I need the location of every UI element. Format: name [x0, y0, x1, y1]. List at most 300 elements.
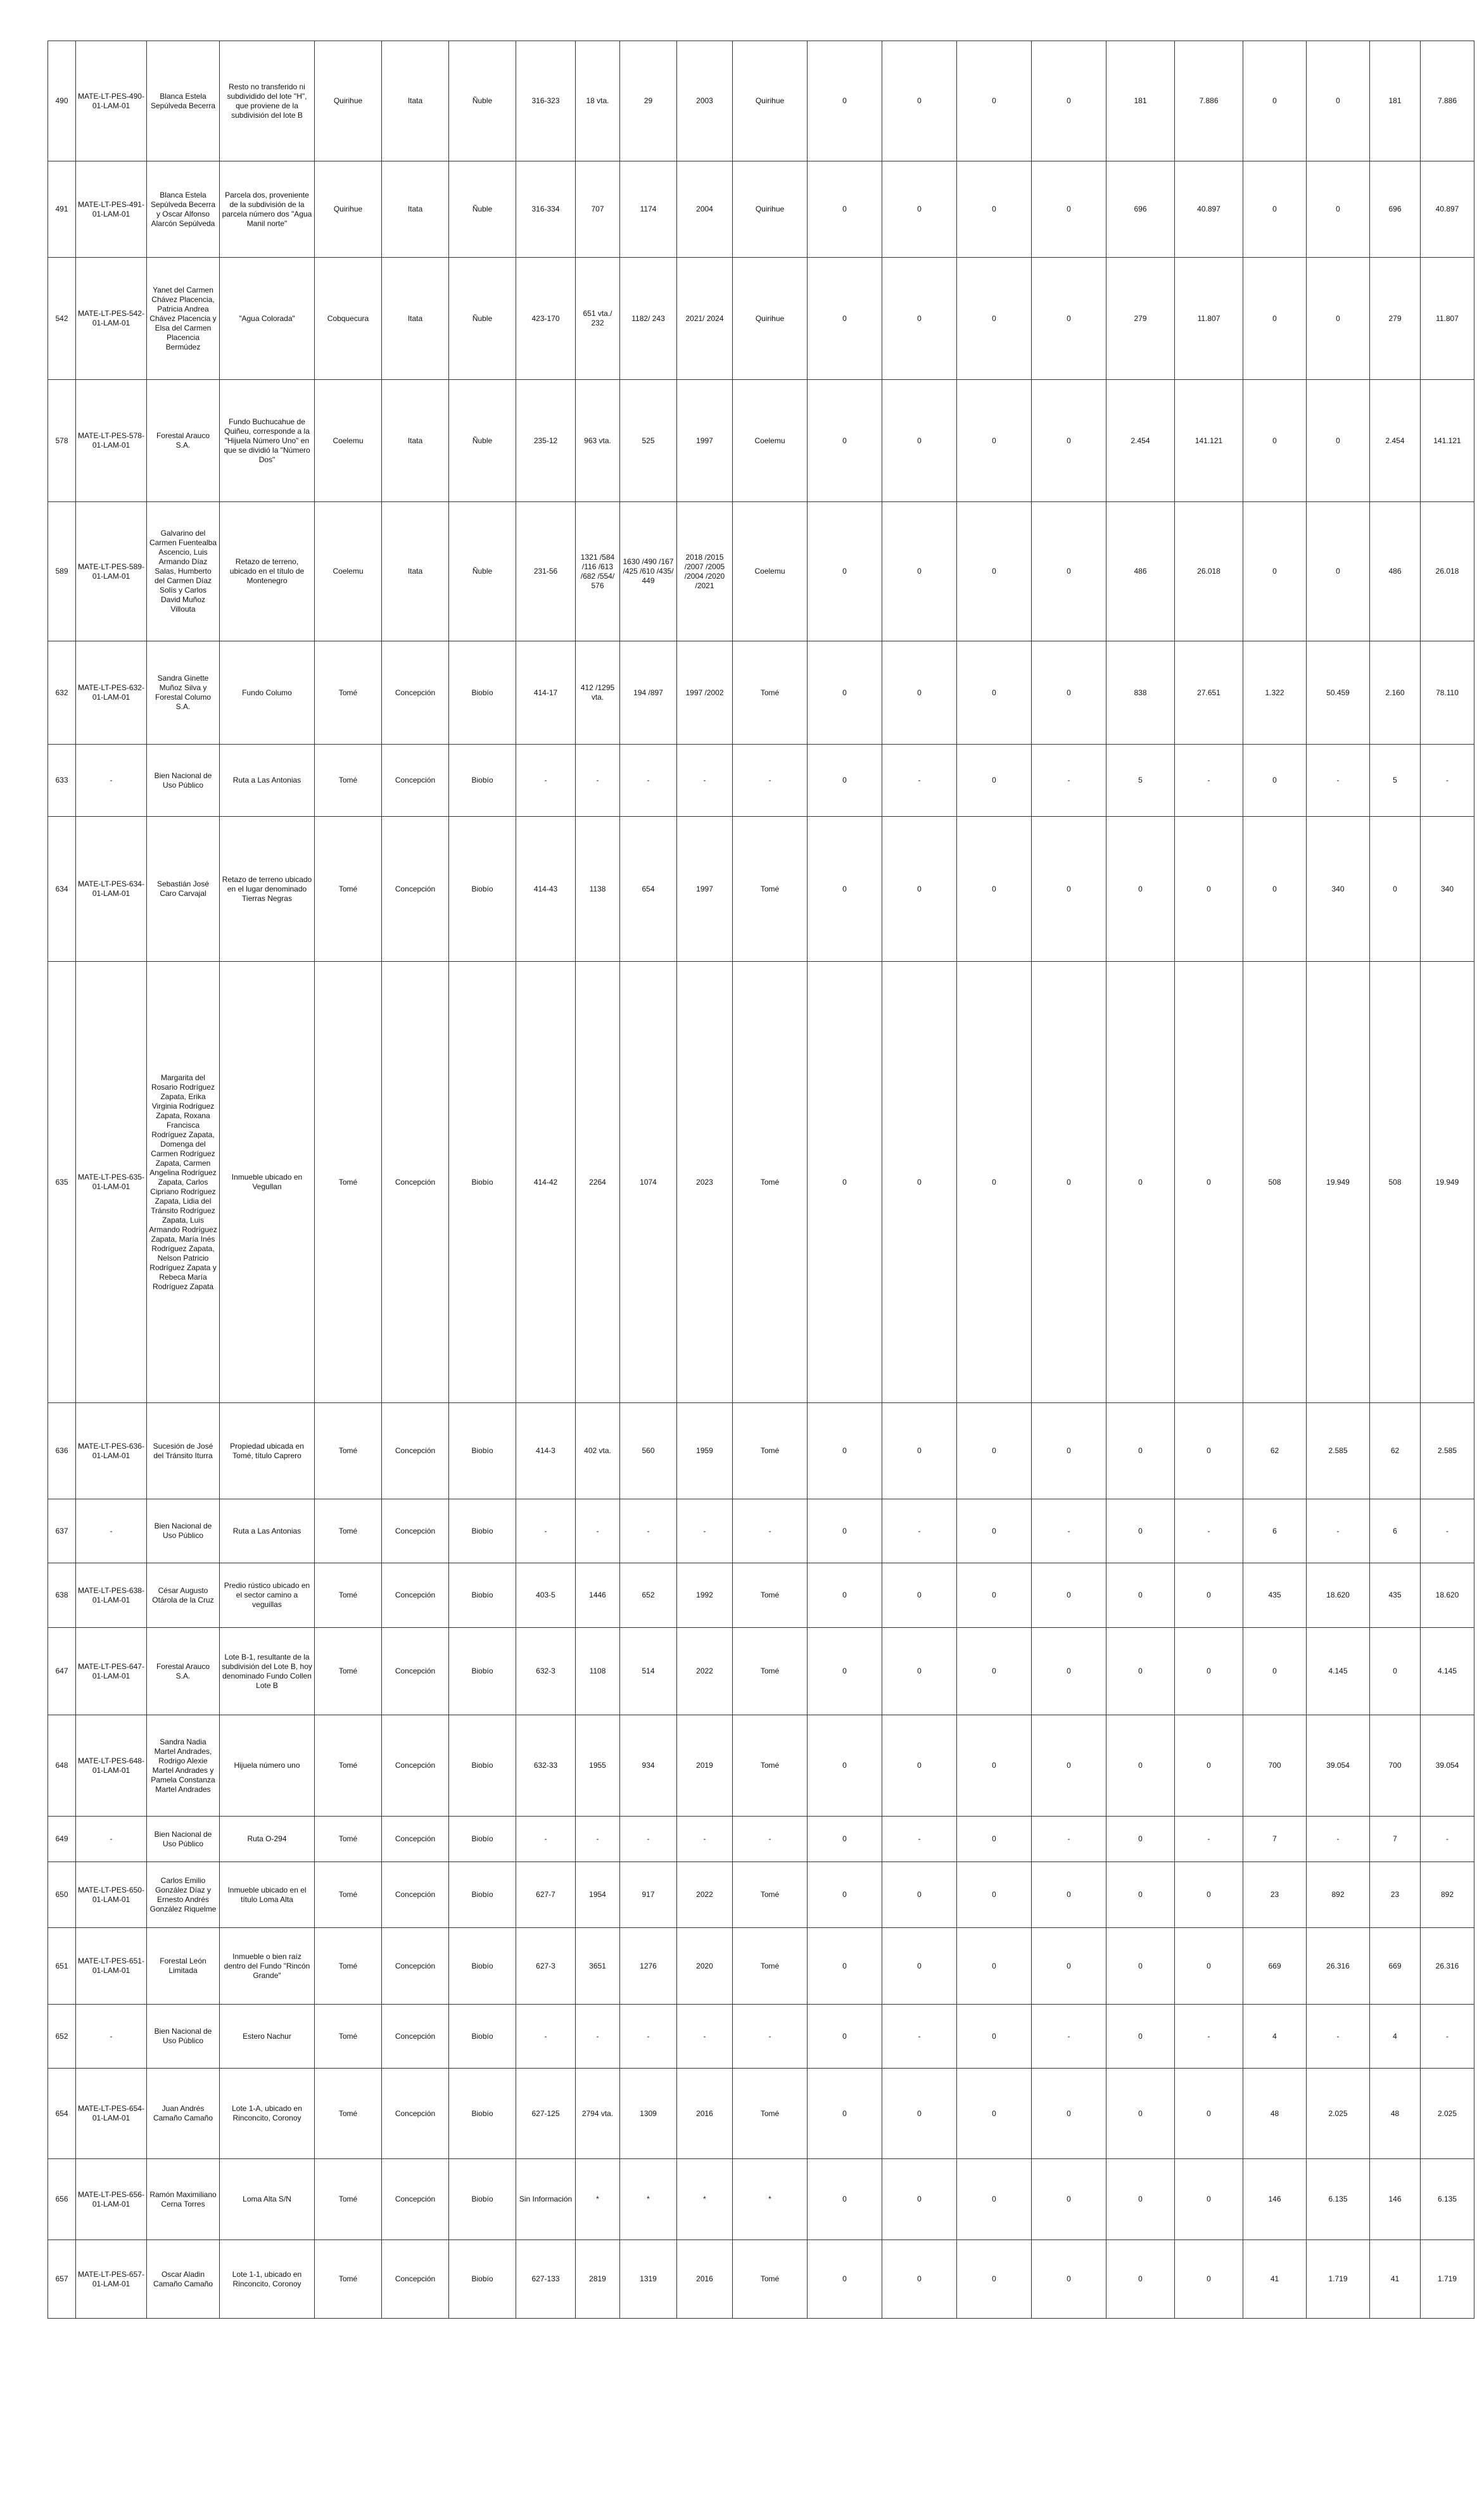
value-b1-cell: 0 [957, 2159, 1032, 2240]
commune-cell: Tomé [315, 817, 382, 962]
value-d2-cell: 0 [1307, 502, 1370, 641]
number-cell: 560 [620, 1403, 677, 1499]
year-cell: 2016 [677, 2069, 733, 2159]
value-a2-cell: 0 [882, 1928, 957, 2005]
year-cell: - [677, 2005, 733, 2069]
value-d1-cell: 0 [1243, 258, 1307, 380]
value-d2-cell: 18.620 [1307, 1563, 1370, 1628]
number-cell: 654 [620, 817, 677, 962]
property-description-cell: Resto no transferido ni subdividido del lote "H", que proviene de la subdivisión del lote B [220, 41, 315, 161]
total-area-cell: - [1421, 745, 1474, 817]
value-d2-cell: - [1307, 745, 1370, 817]
value-b2-cell: 0 [1032, 817, 1106, 962]
value-c1-cell: 181 [1106, 41, 1175, 161]
tax-role-cell: 423-170 [516, 258, 576, 380]
tax-role-cell: 235-12 [516, 380, 576, 502]
value-b2-cell: 0 [1032, 1862, 1106, 1928]
foja-cell: 402 vta. [576, 1403, 620, 1499]
number-cell: 917 [620, 1862, 677, 1928]
value-a1-cell: 0 [808, 2240, 882, 2319]
commune-cell: Tomé [315, 1563, 382, 1628]
row-id-cell: 654 [48, 2069, 76, 2159]
province-cell: Concepción [382, 962, 449, 1403]
property-table [48, 41, 1474, 2319]
value-d2-cell: 19.949 [1307, 962, 1370, 1403]
commune-cell: Coelemu [315, 380, 382, 502]
property-description-cell: Lote 1-A, ubicado en Rinconcito, Coronoy [220, 2069, 315, 2159]
owner-name-cell: Sandra Nadia Martel Andrades, Rodrigo Alexie Martel Andrades y Pamela Constanza Martel Andrades [147, 1715, 220, 1817]
value-c1-cell: 2.454 [1106, 380, 1175, 502]
value-b1-cell: 0 [957, 2240, 1032, 2319]
value-d1-cell: 0 [1243, 161, 1307, 258]
number-cell: - [620, 1817, 677, 1862]
foja-cell: - [576, 745, 620, 817]
province-cell: Concepción [382, 817, 449, 962]
value-d1-cell: 0 [1243, 380, 1307, 502]
number-cell: 934 [620, 1715, 677, 1817]
region-cell: Biobío [449, 2240, 516, 2319]
value-b1-cell: 0 [957, 817, 1032, 962]
property-code-cell: MATE-LT-PES-648-01-LAM-01 [76, 1715, 147, 1817]
year-cell: - [677, 1817, 733, 1862]
total-count-cell: 435 [1370, 1563, 1421, 1628]
value-b1-cell: 0 [957, 1862, 1032, 1928]
table-row [48, 1862, 1474, 1928]
commune-cell: Tomé [315, 2005, 382, 2069]
value-d1-cell: 4 [1243, 2005, 1307, 2069]
commune-cell: Tomé [315, 745, 382, 817]
value-c2-cell: 11.807 [1175, 258, 1243, 380]
province-cell: Itata [382, 502, 449, 641]
total-count-cell: 23 [1370, 1862, 1421, 1928]
region-cell: Biobío [449, 1628, 516, 1715]
value-a1-cell: 0 [808, 1403, 882, 1499]
property-code-cell: MATE-LT-PES-636-01-LAM-01 [76, 1403, 147, 1499]
conservator-cell: Quirihue [733, 41, 808, 161]
value-c1-cell: 0 [1106, 1628, 1175, 1715]
total-count-cell: 6 [1370, 1499, 1421, 1563]
value-d2-cell: 2.585 [1307, 1403, 1370, 1499]
year-cell: 2021/ 2024 [677, 258, 733, 380]
row-id-cell: 491 [48, 161, 76, 258]
tax-role-cell: 316-334 [516, 161, 576, 258]
value-d2-cell: 50.459 [1307, 641, 1370, 745]
value-d1-cell: 146 [1243, 2159, 1307, 2240]
value-a2-cell: 0 [882, 1715, 957, 1817]
value-c1-cell: 0 [1106, 1928, 1175, 2005]
value-d1-cell: 700 [1243, 1715, 1307, 1817]
conservator-cell: Coelemu [733, 502, 808, 641]
owner-name-cell: Sebastián José Caro Carvajal [147, 817, 220, 962]
table-row [48, 1403, 1474, 1499]
total-count-cell: 669 [1370, 1928, 1421, 2005]
province-cell: Concepción [382, 1628, 449, 1715]
value-b1-cell: 0 [957, 258, 1032, 380]
value-c2-cell: 0 [1175, 1928, 1243, 2005]
total-area-cell: 78.110 [1421, 641, 1474, 745]
total-area-cell: 7.886 [1421, 41, 1474, 161]
property-description-cell: Inmueble ubicado en Vegullan [220, 962, 315, 1403]
value-d2-cell: - [1307, 1499, 1370, 1563]
table-row [48, 1715, 1474, 1817]
conservator-cell: Coelemu [733, 380, 808, 502]
value-c1-cell: 838 [1106, 641, 1175, 745]
value-b1-cell: 0 [957, 1403, 1032, 1499]
region-cell: Biobío [449, 962, 516, 1403]
owner-name-cell: Carlos Emilio González Díaz y Ernesto Andrés González Riquelme [147, 1862, 220, 1928]
value-d2-cell: 0 [1307, 380, 1370, 502]
property-code-cell: MATE-LT-PES-490-01-LAM-01 [76, 41, 147, 161]
row-id-cell: 649 [48, 1817, 76, 1862]
value-b1-cell: 0 [957, 1628, 1032, 1715]
province-cell: Itata [382, 380, 449, 502]
value-a1-cell: 0 [808, 1499, 882, 1563]
value-b1-cell: 0 [957, 745, 1032, 817]
total-area-cell: 26.316 [1421, 1928, 1474, 2005]
value-d1-cell: 48 [1243, 2069, 1307, 2159]
total-count-cell: 48 [1370, 2069, 1421, 2159]
value-d1-cell: 0 [1243, 502, 1307, 641]
table-row [48, 962, 1474, 1403]
number-cell: 652 [620, 1563, 677, 1628]
tax-role-cell: 414-43 [516, 817, 576, 962]
foja-cell: 963 vta. [576, 380, 620, 502]
table-row [48, 502, 1474, 641]
tax-role-cell: 231-56 [516, 502, 576, 641]
row-id-cell: 638 [48, 1563, 76, 1628]
owner-name-cell: Forestal Arauco S.A. [147, 1628, 220, 1715]
owner-name-cell: Sucesión de José del Tránsito Iturra [147, 1403, 220, 1499]
value-c2-cell: 0 [1175, 817, 1243, 962]
value-b1-cell: 0 [957, 1499, 1032, 1563]
region-cell: Biobío [449, 1563, 516, 1628]
conservator-cell: Tomé [733, 2240, 808, 2319]
value-d2-cell: - [1307, 2005, 1370, 2069]
property-code-cell: MATE-LT-PES-542-01-LAM-01 [76, 258, 147, 380]
value-b2-cell: 0 [1032, 1628, 1106, 1715]
owner-name-cell: Bien Nacional de Uso Público [147, 1817, 220, 1862]
total-count-cell: 4 [1370, 2005, 1421, 2069]
row-id-cell: 657 [48, 2240, 76, 2319]
total-count-cell: 5 [1370, 745, 1421, 817]
tax-role-cell: - [516, 2005, 576, 2069]
number-cell: - [620, 1499, 677, 1563]
value-a1-cell: 0 [808, 962, 882, 1403]
province-cell: Concepción [382, 2240, 449, 2319]
year-cell: 1992 [677, 1563, 733, 1628]
value-d1-cell: 7 [1243, 1817, 1307, 1862]
table-row [48, 1628, 1474, 1715]
property-description-cell: Lote B-1, resultante de la subdivisión del Lote B, hoy denominado Fundo Collen Lote B [220, 1628, 315, 1715]
foja-cell: 1955 [576, 1715, 620, 1817]
foja-cell: 651 vta./ 232 [576, 258, 620, 380]
property-code-cell: MATE-LT-PES-632-01-LAM-01 [76, 641, 147, 745]
value-b2-cell: 0 [1032, 641, 1106, 745]
property-description-cell: Inmueble ubicado en el título Loma Alta [220, 1862, 315, 1928]
total-area-cell: 11.807 [1421, 258, 1474, 380]
total-count-cell: 146 [1370, 2159, 1421, 2240]
value-d1-cell: 6 [1243, 1499, 1307, 1563]
region-cell: Biobío [449, 1928, 516, 2005]
total-area-cell: 18.620 [1421, 1563, 1474, 1628]
foja-cell: 1108 [576, 1628, 620, 1715]
value-d1-cell: 62 [1243, 1403, 1307, 1499]
value-c1-cell: 0 [1106, 817, 1175, 962]
value-c2-cell: 40.897 [1175, 161, 1243, 258]
row-id-cell: 634 [48, 817, 76, 962]
total-count-cell: 0 [1370, 1628, 1421, 1715]
value-b2-cell: - [1032, 1817, 1106, 1862]
total-area-cell: 40.897 [1421, 161, 1474, 258]
value-d1-cell: 0 [1243, 41, 1307, 161]
commune-cell: Tomé [315, 1403, 382, 1499]
region-cell: Biobío [449, 2005, 516, 2069]
value-c1-cell: 0 [1106, 2005, 1175, 2069]
foja-cell: - [576, 2005, 620, 2069]
row-id-cell: 656 [48, 2159, 76, 2240]
value-c1-cell: 0 [1106, 962, 1175, 1403]
tax-role-cell: - [516, 745, 576, 817]
foja-cell: 1954 [576, 1862, 620, 1928]
total-count-cell: 41 [1370, 2240, 1421, 2319]
row-id-cell: 633 [48, 745, 76, 817]
value-d2-cell: - [1307, 1817, 1370, 1862]
conservator-cell: Tomé [733, 1628, 808, 1715]
value-a2-cell: - [882, 2005, 957, 2069]
value-c2-cell: - [1175, 745, 1243, 817]
property-description-cell: Ruta a Las Antonias [220, 1499, 315, 1563]
value-c1-cell: 0 [1106, 1862, 1175, 1928]
property-code-cell: - [76, 745, 147, 817]
value-a2-cell: 0 [882, 1628, 957, 1715]
value-d1-cell: 1.322 [1243, 641, 1307, 745]
value-c2-cell: 0 [1175, 962, 1243, 1403]
value-d2-cell: 6.135 [1307, 2159, 1370, 2240]
conservator-cell: Tomé [733, 962, 808, 1403]
foja-cell: 707 [576, 161, 620, 258]
total-area-cell: 6.135 [1421, 2159, 1474, 2240]
value-b1-cell: 0 [957, 962, 1032, 1403]
tax-role-cell: Sin Información [516, 2159, 576, 2240]
conservator-cell: Tomé [733, 1715, 808, 1817]
value-a1-cell: 0 [808, 2005, 882, 2069]
province-cell: Concepción [382, 2069, 449, 2159]
total-area-cell: - [1421, 2005, 1474, 2069]
foja-cell: 1138 [576, 817, 620, 962]
year-cell: 2004 [677, 161, 733, 258]
property-code-cell: MATE-LT-PES-638-01-LAM-01 [76, 1563, 147, 1628]
property-description-cell: Ruta a Las Antonias [220, 745, 315, 817]
property-description-cell: Inmueble o bien raíz dentro del Fundo "Rincón Grande" [220, 1928, 315, 2005]
value-a1-cell: 0 [808, 1715, 882, 1817]
value-c2-cell: 26.018 [1175, 502, 1243, 641]
number-cell: 194 /897 [620, 641, 677, 745]
table-row [48, 1499, 1474, 1563]
table-row [48, 641, 1474, 745]
tax-role-cell: 627-3 [516, 1928, 576, 2005]
value-d1-cell: 0 [1243, 745, 1307, 817]
tax-role-cell: 414-42 [516, 962, 576, 1403]
value-a2-cell: 0 [882, 1403, 957, 1499]
province-cell: Itata [382, 258, 449, 380]
foja-cell: 18 vta. [576, 41, 620, 161]
value-c1-cell: 279 [1106, 258, 1175, 380]
value-a2-cell: 0 [882, 641, 957, 745]
value-b2-cell: 0 [1032, 2240, 1106, 2319]
owner-name-cell: Bien Nacional de Uso Público [147, 745, 220, 817]
row-id-cell: 651 [48, 1928, 76, 2005]
owner-name-cell: Margarita del Rosario Rodríguez Zapata, Erika Virginia Rodríguez Zapata, Roxana Francisca Rodríguez Zapata, Domenga del Carmen Rodríguez Zapata, Carmen Angelina Rodríguez Zapata, Carlos Cipriano Rodríguez Zapata, Lidia del Tránsito Rodríguez Zapata, Luis Armando Rodríguez Zapata, María Inés Rodríguez Zapata, Nelson Patricio Rodríguez Zapata y Rebeca María Rodríguez Zapata [147, 962, 220, 1403]
value-a2-cell: 0 [882, 1563, 957, 1628]
year-cell: 2022 [677, 1862, 733, 1928]
value-a1-cell: 0 [808, 641, 882, 745]
value-a1-cell: 0 [808, 258, 882, 380]
table-row [48, 745, 1474, 817]
region-cell: Ñuble [449, 41, 516, 161]
value-b1-cell: 0 [957, 161, 1032, 258]
value-d2-cell: 892 [1307, 1862, 1370, 1928]
region-cell: Ñuble [449, 258, 516, 380]
value-c1-cell: 0 [1106, 2240, 1175, 2319]
total-count-cell: 0 [1370, 817, 1421, 962]
value-a1-cell: 0 [808, 161, 882, 258]
value-d2-cell: 39.054 [1307, 1715, 1370, 1817]
year-cell: 2020 [677, 1928, 733, 2005]
commune-cell: Tomé [315, 1862, 382, 1928]
value-b1-cell: 0 [957, 502, 1032, 641]
year-cell: 2023 [677, 962, 733, 1403]
value-c2-cell: 0 [1175, 2159, 1243, 2240]
tax-role-cell: 627-125 [516, 2069, 576, 2159]
total-area-cell: 26.018 [1421, 502, 1474, 641]
commune-cell: Tomé [315, 1715, 382, 1817]
property-code-cell: MATE-LT-PES-650-01-LAM-01 [76, 1862, 147, 1928]
property-code-cell: - [76, 2005, 147, 2069]
value-c1-cell: 0 [1106, 2159, 1175, 2240]
table-row [48, 41, 1474, 161]
value-d1-cell: 0 [1243, 1628, 1307, 1715]
foja-cell: * [576, 2159, 620, 2240]
value-c2-cell: - [1175, 2005, 1243, 2069]
total-area-cell: 141.121 [1421, 380, 1474, 502]
value-a2-cell: 0 [882, 2240, 957, 2319]
tax-role-cell: 632-3 [516, 1628, 576, 1715]
year-cell: 1997 [677, 817, 733, 962]
property-code-cell: MATE-LT-PES-589-01-LAM-01 [76, 502, 147, 641]
table-row [48, 2005, 1474, 2069]
property-description-cell: Loma Alta S/N [220, 2159, 315, 2240]
value-d1-cell: 41 [1243, 2240, 1307, 2319]
foja-cell: 2794 vta. [576, 2069, 620, 2159]
value-a1-cell: 0 [808, 41, 882, 161]
value-c1-cell: 0 [1106, 1499, 1175, 1563]
value-b2-cell: - [1032, 2005, 1106, 2069]
foja-cell: 412 /1295 vta. [576, 641, 620, 745]
region-cell: Ñuble [449, 380, 516, 502]
value-a1-cell: 0 [808, 1928, 882, 2005]
value-b1-cell: 0 [957, 641, 1032, 745]
value-a1-cell: 0 [808, 502, 882, 641]
table-row [48, 2159, 1474, 2240]
value-a2-cell: 0 [882, 2069, 957, 2159]
tax-role-cell: 403-5 [516, 1563, 576, 1628]
province-cell: Concepción [382, 1403, 449, 1499]
region-cell: Biobío [449, 2159, 516, 2240]
value-b1-cell: 0 [957, 1563, 1032, 1628]
number-cell: 514 [620, 1628, 677, 1715]
total-count-cell: 508 [1370, 962, 1421, 1403]
total-area-cell: 2.025 [1421, 2069, 1474, 2159]
conservator-cell: Tomé [733, 1403, 808, 1499]
row-id-cell: 589 [48, 502, 76, 641]
commune-cell: Quirihue [315, 41, 382, 161]
province-cell: Concepción [382, 1715, 449, 1817]
number-cell: 525 [620, 380, 677, 502]
value-a1-cell: 0 [808, 1628, 882, 1715]
table-row [48, 161, 1474, 258]
value-a2-cell: 0 [882, 2159, 957, 2240]
commune-cell: Tomé [315, 2240, 382, 2319]
value-c1-cell: 0 [1106, 1817, 1175, 1862]
value-d1-cell: 669 [1243, 1928, 1307, 2005]
conservator-cell: Tomé [733, 641, 808, 745]
province-cell: Concepción [382, 1817, 449, 1862]
total-count-cell: 279 [1370, 258, 1421, 380]
property-description-cell: Parcela dos, proveniente de la subdivisión de la parcela número dos "Agua Manil norte" [220, 161, 315, 258]
table-row [48, 1928, 1474, 2005]
number-cell: 1182/ 243 [620, 258, 677, 380]
foja-cell: 2819 [576, 2240, 620, 2319]
value-c2-cell: 27.651 [1175, 641, 1243, 745]
value-a2-cell: 0 [882, 502, 957, 641]
property-description-cell: Estero Nachur [220, 2005, 315, 2069]
table-row [48, 380, 1474, 502]
property-code-cell: MATE-LT-PES-651-01-LAM-01 [76, 1928, 147, 2005]
tax-role-cell: 627-7 [516, 1862, 576, 1928]
row-id-cell: 635 [48, 962, 76, 1403]
conservator-cell: - [733, 2005, 808, 2069]
total-area-cell: 2.585 [1421, 1403, 1474, 1499]
value-b1-cell: 0 [957, 2005, 1032, 2069]
value-b2-cell: - [1032, 1499, 1106, 1563]
value-b2-cell: 0 [1032, 2069, 1106, 2159]
province-cell: Concepción [382, 2005, 449, 2069]
conservator-cell: Tomé [733, 1862, 808, 1928]
value-d2-cell: 340 [1307, 817, 1370, 962]
value-c2-cell: 7.886 [1175, 41, 1243, 161]
value-c2-cell: 0 [1175, 2069, 1243, 2159]
value-c1-cell: 0 [1106, 1563, 1175, 1628]
table-row [48, 2069, 1474, 2159]
commune-cell: Coelemu [315, 502, 382, 641]
year-cell: 2003 [677, 41, 733, 161]
commune-cell: Tomé [315, 1817, 382, 1862]
number-cell: 1309 [620, 2069, 677, 2159]
value-c2-cell: 0 [1175, 2240, 1243, 2319]
total-count-cell: 2.454 [1370, 380, 1421, 502]
conservator-cell: - [733, 745, 808, 817]
region-cell: Biobío [449, 1403, 516, 1499]
number-cell: - [620, 745, 677, 817]
value-a2-cell: - [882, 1817, 957, 1862]
number-cell: - [620, 2005, 677, 2069]
property-description-cell: Propiedad ubicada en Tomé, título Caprero [220, 1403, 315, 1499]
value-d1-cell: 0 [1243, 817, 1307, 962]
value-a1-cell: 0 [808, 745, 882, 817]
foja-cell: - [576, 1817, 620, 1862]
number-cell: 1276 [620, 1928, 677, 2005]
owner-name-cell: Bien Nacional de Uso Público [147, 2005, 220, 2069]
